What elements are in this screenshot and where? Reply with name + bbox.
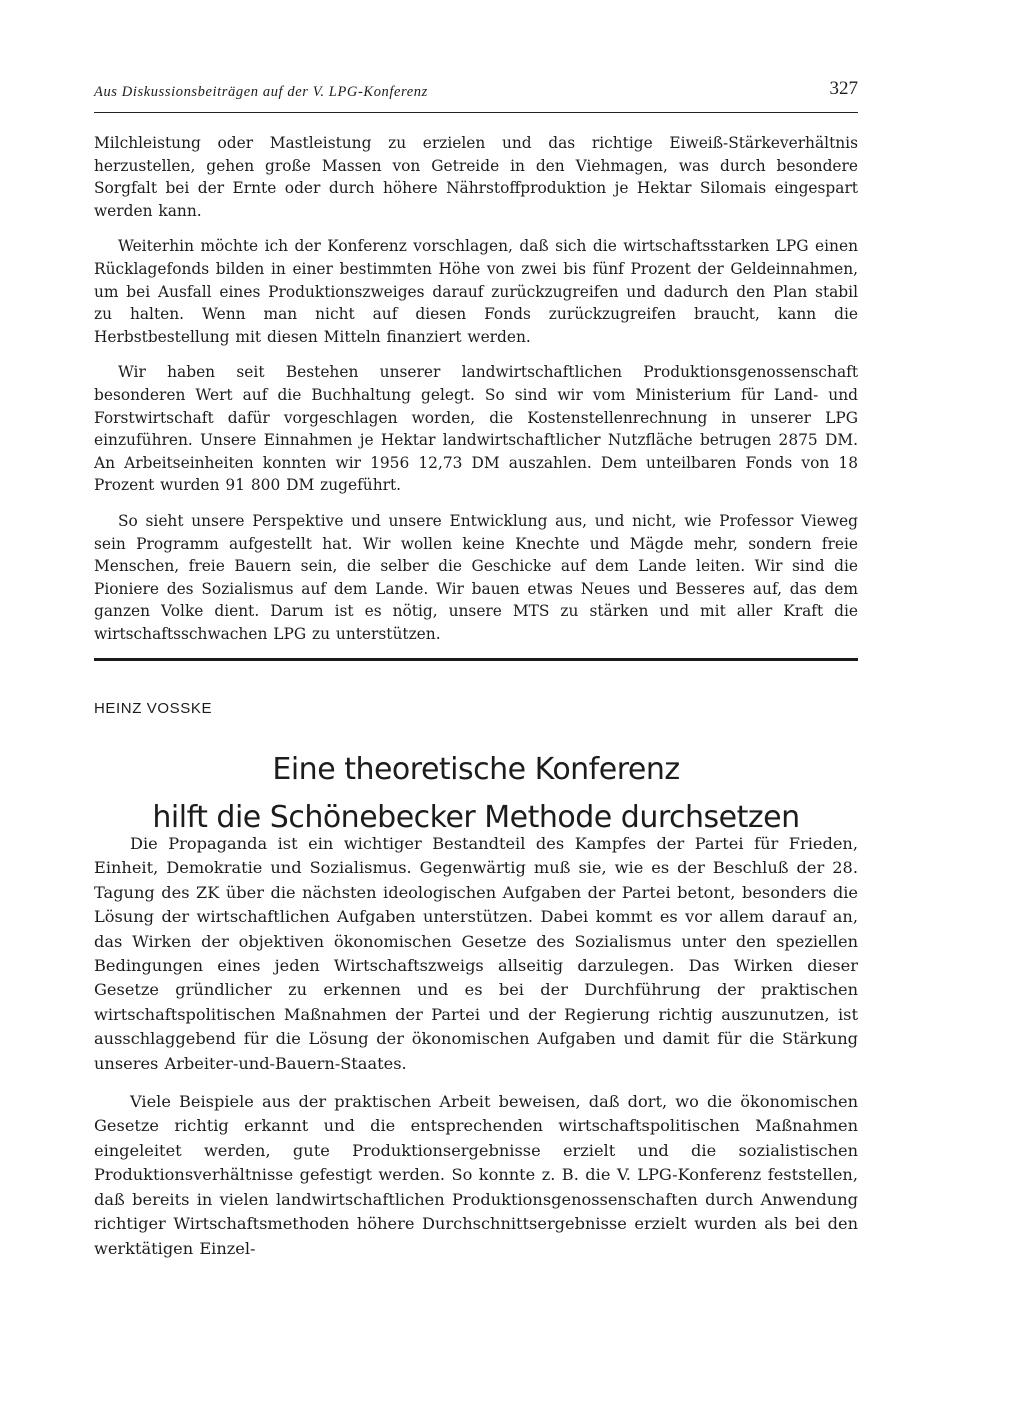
paragraph: So sieht unsere Perspektive und unsere Entwicklung aus, und nicht, wie Professor Vieweg sein Programm aufgestellt hat. Wir wollen keine Knechte und Mägde mehr, sondern freie Menschen, freie Bauern sein, die selber die Geschicke auf dem Lande leiten. Wir sind die Pioniere des Sozialismus auf dem Lande. Wir bauen etwas Neues und Besseres auf, das dem ganzen Volke dient. Darum ist es nötig, unsere MTS zu stärken und mit aller Kraft die wirtschaftsschwachen LPG zu unterstützen. — [94, 511, 858, 643]
running-title: Aus Diskussionsbeiträgen auf der V. LPG-Konferenz — [94, 84, 428, 100]
page-number: 327 — [829, 78, 858, 99]
paragraph-continuation: Milchleistung oder Mastleistung zu erzielen und das richtige Eiweiß-Stärkeverhältnis herzustellen, gehen große Massen von Getreide in den Viehmagen, was durch besondere Sorgfalt bei der Ernte oder durch höhere Nährstoffproduktion je Hektar Silomais eingespart werden kann. — [94, 134, 858, 220]
article-title-line-2: hilft die Schönebecker Methode durchsetzen — [152, 800, 800, 836]
article-title-line-1: Eine theoretische Konferenz — [272, 752, 680, 788]
section-divider — [94, 658, 858, 661]
article-author: HEINZ VOSSKE — [94, 700, 213, 717]
paragraph: Viele Beispiele aus der praktischen Arbeit beweisen, daß dort, wo die ökonomischen Gesetze richtig erkannt und die entsprechenden wirtschaftspolitischen Maßnahmen eingeleitet werden, gute Produktionsergebnisse erzielt und die sozialistischen Produktionsverhältnisse gefestigt werden. So konnte z. B. die V. LPG-Konferenz feststellen, daß bereits in vielen landwirtschaftlichen Produktionsgenossenschaften durch Anwendung richtiger Wirtschaftsmethoden höhere Durchschnittsergebnisse erzielt wurden als bei den werktätigen Einzel- — [94, 1092, 858, 1258]
paragraph: Weiterhin möchte ich der Konferenz vorschlagen, daß sich die wirtschaftsstarken LPG einen Rücklagefonds bilden in einer bestimmten Höhe von zwei bis fünf Prozent der Geldeinnahmen, um bei Ausfall eines Produktionszweiges darauf zurückzugreifen und dadurch den Plan stabil zu halten. Wenn man nicht auf diesen Fonds zurückzugreifen braucht, kann die Herbstbestellung mit diesen Mitteln finanziert werden. — [94, 237, 858, 346]
paragraph: Die Propaganda ist ein wichtiger Bestandteil des Kampfes der Partei für Frieden, Einheit, Demokratie und Sozialismus. Gegenwärtig muß sie, wie es der Beschluß der 28. Tagung des ZK über die nächsten ideologischen Aufgaben der Partei betont, besonders die Lösung der wirtschaftlichen Aufgaben unterstützen. Dabei kommt es vor allem darauf an, das Wirken der objektiven ökonomischen Gesetze des Sozialismus unter den speziellen Bedingungen eines jeden Wirtschaftszweigs allseitig darzulegen. Das Wirken dieser Gesetze gründlicher zu erkennen und es bei der Durchführung der praktischen wirtschaftspolitischen Maßnahmen der Partei und der Regierung richtig auszunutzen, ist ausschlaggebend für die Lösung der ökonomischen Aufgaben und damit für die Stärkung unseres Arbeiter-und-Bauern-Staates. — [94, 834, 858, 1073]
article-title — [94, 746, 858, 842]
running-head — [94, 78, 858, 113]
paragraph: Wir haben seit Bestehen unserer landwirtschaftlichen Produktionsgenossenschaft besonderen Wert auf die Buchhaltung gelegt. So sind wir vom Ministerium für Land- und Forstwirtschaft dafür vorgeschlagen worden, die Kostenstellenrechnung in unserer LPG einzuführen. Unsere Einnahmen je Hektar landwirtschaftlicher Nutzfläche betrugen 2875 DM. An Arbeitseinheiten konnten wir 1956 12,73 DM auszahlen. Dem unteilbaren Fonds von 18 Prozent wurden 91 800 DM zugeführt. — [94, 363, 858, 495]
upper-article-text — [94, 132, 858, 658]
new-article-text — [94, 832, 858, 1275]
